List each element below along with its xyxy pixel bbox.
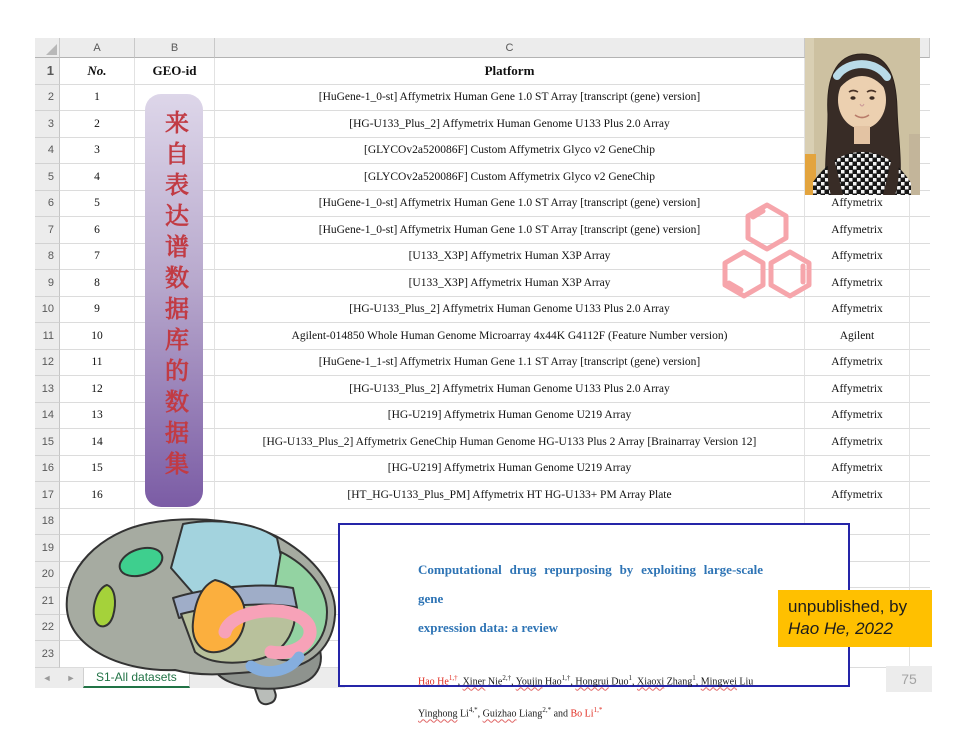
row-header-13[interactable]: 13 xyxy=(35,376,60,403)
paper-title-line2: expression data: a review xyxy=(418,620,558,635)
cell-E9[interactable] xyxy=(910,270,930,297)
cell-C6[interactable]: [HuGene-1_0-st] Affymetrix Human Gene 1.0 ST Array [transcript (gene) version] xyxy=(215,191,805,218)
author-segment: Duo xyxy=(608,676,629,688)
paper-title-line1: Computational drug repurposing by exploiting large-scale gene xyxy=(418,562,763,606)
cell-C12[interactable]: [HuGene-1_1-st] Affymetrix Human Gene 1.1 ST Array [transcript (gene) version] xyxy=(215,350,805,377)
row-header-21[interactable]: 21 xyxy=(35,588,60,615)
cell-A16[interactable]: 15 xyxy=(60,456,135,483)
row-header-12[interactable]: 12 xyxy=(35,350,60,377)
cell-A8[interactable]: 7 xyxy=(60,244,135,271)
cell-E18[interactable] xyxy=(910,509,930,536)
cell-C8[interactable]: [U133_X3P] Affymetrix Human X3P Array xyxy=(215,244,805,271)
author-segment: 1 xyxy=(628,674,632,682)
cell-C4[interactable]: [GLYCOv2a520086F] Custom Affymetrix Glyco v2 GeneChip xyxy=(215,138,805,165)
author-segment: 2,* xyxy=(542,706,552,715)
row-header-11[interactable]: 11 xyxy=(35,323,60,350)
cell-D13[interactable]: Affymetrix xyxy=(805,376,910,403)
author-segment: 1,† xyxy=(561,674,571,682)
cell-E16[interactable] xyxy=(910,456,930,483)
author-segment: Yinghong xyxy=(418,708,458,720)
row-header-14[interactable]: 14 xyxy=(35,403,60,430)
author-segment: Youjin xyxy=(515,676,543,688)
cell-A4[interactable]: 3 xyxy=(60,138,135,165)
brain-regions-illustration xyxy=(55,510,350,710)
cell-D11[interactable]: Agilent xyxy=(805,323,910,350)
cell-E10[interactable] xyxy=(910,297,930,324)
author-segment: , xyxy=(570,676,576,688)
cell-C11[interactable]: Agilent-014850 Whole Human Genome Microarray 4x44K G4112F (Feature Number version) xyxy=(215,323,805,350)
sheet-row-1 xyxy=(35,58,930,85)
author-segment: , xyxy=(631,676,637,688)
cell-C7[interactable]: [HuGene-1_0-st] Affymetrix Human Gene 1.0 ST Array [transcript (gene) version] xyxy=(215,217,805,244)
author-segment: Guizhao xyxy=(482,708,517,720)
cell-C15[interactable]: [HG-U133_Plus_2] Affymetrix GeneChip Human Genome HG-U133 Plus 2 Array [Brainarray Version 12] xyxy=(215,429,805,456)
sheet-nav-left-icon[interactable]: ◄ xyxy=(42,673,52,683)
column-header-c[interactable]: C xyxy=(215,38,805,58)
unpublished-note xyxy=(778,590,932,647)
cell-D17[interactable]: Affymetrix xyxy=(805,482,910,509)
author-segment: , xyxy=(457,676,463,688)
cell-A11[interactable]: 10 xyxy=(60,323,135,350)
cell-E8[interactable] xyxy=(910,244,930,271)
annotation-banner xyxy=(145,94,203,507)
author-segment: Liu xyxy=(736,676,754,688)
row-header-5[interactable]: 5 xyxy=(35,164,60,191)
row-header-7[interactable]: 7 xyxy=(35,217,60,244)
author-segment: 1 xyxy=(692,674,696,682)
row-header-10[interactable]: 10 xyxy=(35,297,60,324)
presenter-photo xyxy=(805,38,920,195)
author-segment: Mingwei xyxy=(700,676,737,688)
author-segment: Hao xyxy=(542,676,562,688)
author-segment: Liang xyxy=(516,708,543,720)
author-segment: Li xyxy=(457,708,469,720)
cell-E14[interactable] xyxy=(910,403,930,430)
author-segment: and xyxy=(551,708,571,720)
annotation-banner-text: 来自表达谱数据库的数据集 xyxy=(160,110,187,482)
note-line1: unpublished, by xyxy=(788,597,908,616)
sheet-nav-right-icon[interactable]: ► xyxy=(66,673,76,683)
cell-D7[interactable]: Affymetrix xyxy=(805,217,910,244)
cell-D16[interactable]: Affymetrix xyxy=(805,456,910,483)
cell-A6[interactable]: 5 xyxy=(60,191,135,218)
cell-E7[interactable] xyxy=(910,217,930,244)
row-header-2[interactable]: 2 xyxy=(35,85,60,112)
author-segment: 1,* xyxy=(593,706,603,715)
cell-C2[interactable]: [HuGene-1_0-st] Affymetrix Human Gene 1.0 ST Array [transcript (gene) version] xyxy=(215,85,805,112)
row-header-9[interactable]: 9 xyxy=(35,270,60,297)
cell-C10[interactable]: [HG-U133_Plus_2] Affymetrix Human Genome U133 Plus 2.0 Array xyxy=(215,297,805,324)
cell-A14[interactable]: 13 xyxy=(60,403,135,430)
cell-A15[interactable]: 14 xyxy=(60,429,135,456)
cell-C3[interactable]: [HG-U133_Plus_2] Affymetrix Human Genome U133 Plus 2.0 Array xyxy=(215,111,805,138)
row-header-20[interactable]: 20 xyxy=(35,562,60,589)
author-segment: Hao He xyxy=(418,676,449,688)
cell-E19[interactable] xyxy=(910,535,930,562)
cell-D8[interactable]: Affymetrix xyxy=(805,244,910,271)
column-header-a[interactable]: A xyxy=(60,38,135,58)
author-segment: Zhang xyxy=(664,676,693,688)
author-segment: Xiner xyxy=(462,676,486,688)
author-segment: , xyxy=(477,708,483,720)
author-segment: , xyxy=(511,676,516,688)
author-segment: , xyxy=(695,676,701,688)
author-segment: 4,* xyxy=(468,706,478,715)
author-segment: 1,† xyxy=(448,674,458,682)
row-header-19[interactable]: 19 xyxy=(35,535,60,562)
row-header-8[interactable]: 8 xyxy=(35,244,60,271)
cell-A17[interactable]: 16 xyxy=(60,482,135,509)
cell-C14[interactable]: [HG-U219] Affymetrix Human Genome U219 Array xyxy=(215,403,805,430)
paper-citation-box xyxy=(338,523,850,720)
cell-D6[interactable]: Affymetrix xyxy=(805,191,910,218)
row-header-17[interactable]: 17 xyxy=(35,482,60,509)
row-header-4[interactable]: 4 xyxy=(35,138,60,165)
cell-B1[interactable]: GEO-id xyxy=(135,58,215,85)
row-header-6[interactable]: 6 xyxy=(35,191,60,218)
cell-E17[interactable] xyxy=(910,482,930,509)
author-segment: Hongrui xyxy=(575,676,609,688)
select-all-triangle-icon xyxy=(46,44,57,55)
page-number-text: 75 xyxy=(901,671,917,687)
author-segment: 2,† xyxy=(502,674,512,682)
row-header-18[interactable]: 18 xyxy=(35,509,60,536)
cell-A10[interactable]: 9 xyxy=(60,297,135,324)
cell-C16[interactable]: [HG-U219] Affymetrix Human Genome U219 Array xyxy=(215,456,805,483)
paper-authors xyxy=(418,664,830,729)
cell-E20[interactable] xyxy=(910,562,930,589)
cell-C13[interactable]: [HG-U133_Plus_2] Affymetrix Human Genome U133 Plus 2.0 Array xyxy=(215,376,805,403)
column-header-row xyxy=(35,38,930,58)
benzene-rings-icon xyxy=(712,202,812,307)
cell-D12[interactable]: Affymetrix xyxy=(805,350,910,377)
cell-C5[interactable]: [GLYCOv2a520086F] Custom Affymetrix Glyco v2 GeneChip xyxy=(215,164,805,191)
author-segment: Nie xyxy=(485,676,503,688)
slide-page-number xyxy=(886,666,932,692)
column-header-b[interactable]: B xyxy=(135,38,215,58)
cell-A9[interactable]: 8 xyxy=(60,270,135,297)
note-line2: Hao He, 2022 xyxy=(788,619,893,638)
row-header-23[interactable]: 23 xyxy=(35,641,60,668)
cell-A2[interactable]: 1 xyxy=(60,85,135,112)
row-header-3[interactable]: 3 xyxy=(35,111,60,138)
row-header-16[interactable]: 16 xyxy=(35,456,60,483)
cell-E12[interactable] xyxy=(910,350,930,377)
cell-A1[interactable]: No. xyxy=(60,58,135,85)
cell-D14[interactable]: Affymetrix xyxy=(805,403,910,430)
author-segment: Bo Li xyxy=(570,708,594,720)
cell-C17[interactable]: [HT_HG-U133_Plus_PM] Affymetrix HT HG-U133+ PM Array Plate xyxy=(215,482,805,509)
cell-A7[interactable]: 6 xyxy=(60,217,135,244)
cell-A13[interactable]: 12 xyxy=(60,376,135,403)
author-segment: Xiaoxi xyxy=(636,676,665,688)
cell-C1[interactable]: Platform xyxy=(215,58,805,85)
cell-A12[interactable]: 11 xyxy=(60,350,135,377)
cell-E13[interactable] xyxy=(910,376,930,403)
row-header-15[interactable]: 15 xyxy=(35,429,60,456)
select-all-corner[interactable] xyxy=(35,38,60,58)
cell-E15[interactable] xyxy=(910,429,930,456)
row-header-22[interactable]: 22 xyxy=(35,615,60,642)
cell-A3[interactable]: 2 xyxy=(60,111,135,138)
cell-D10[interactable]: Affymetrix xyxy=(805,297,910,324)
sheet-tab-s1-all-datasets[interactable]: S1-All datasets xyxy=(83,668,190,688)
cell-D9[interactable]: Affymetrix xyxy=(805,270,910,297)
cell-E11[interactable] xyxy=(910,323,930,350)
cell-A5[interactable]: 4 xyxy=(60,164,135,191)
cell-C9[interactable]: [U133_X3P] Affymetrix Human X3P Array xyxy=(215,270,805,297)
cell-D15[interactable]: Affymetrix xyxy=(805,429,910,456)
row-header-1[interactable]: 1 xyxy=(35,58,60,85)
